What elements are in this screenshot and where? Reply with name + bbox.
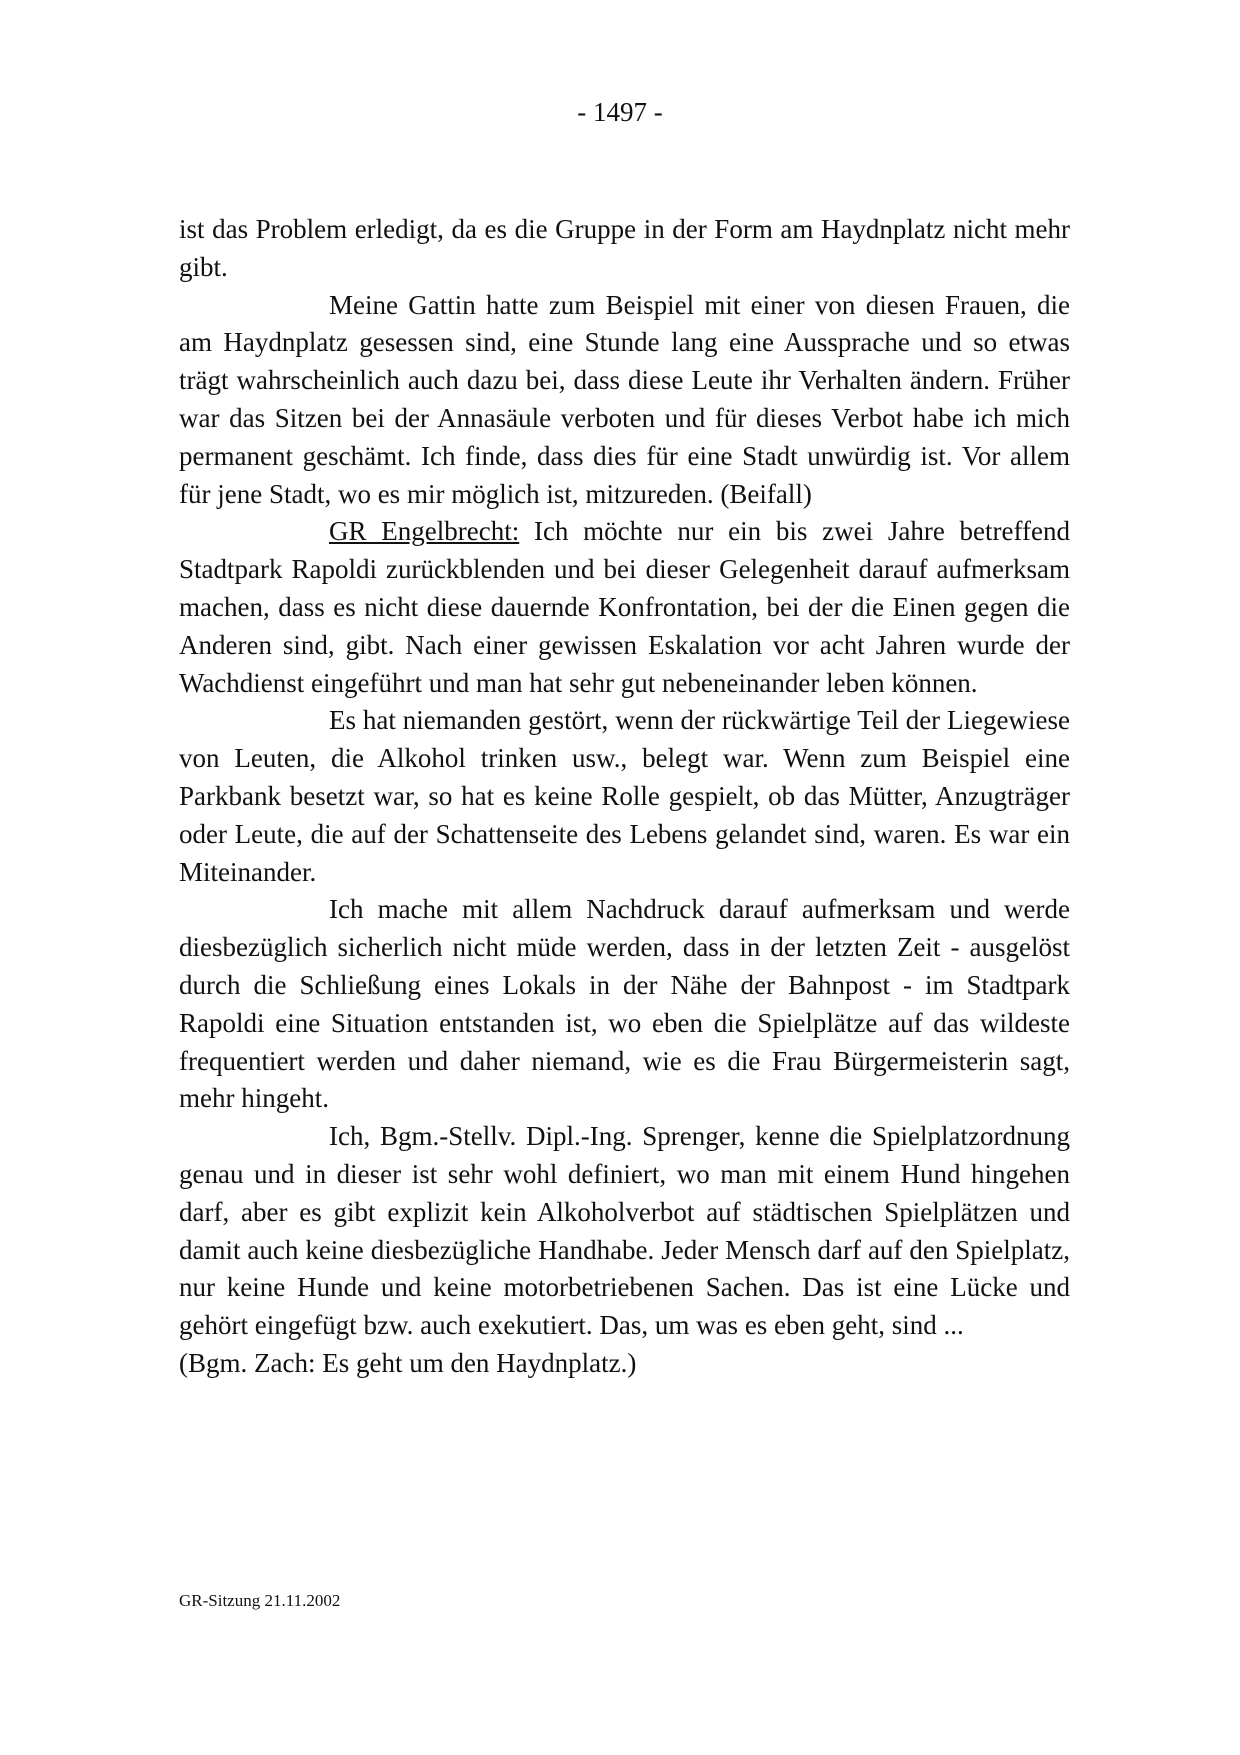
- footer-session-date: GR-Sitzung 21.11.2002: [179, 1591, 341, 1610]
- paragraph-nachdruck: Ich mache mit allem Nachdruck darauf aufmerksam und werde diesbezüglich sicherlich nicht müde werden, dass in der letzten Zeit - ausgelöst durch die Schließung eines Lokals in der Nähe der Bahnpost - im Stadtpark Rapoldi eine Situation entstanden ist, wo eben die Spielplätze auf das wildeste frequentiert werden und daher niemand, wie es die Frau Bürgermeisterin sagt, mehr hingeht.: [179, 894, 1070, 1114]
- document-body: [179, 211, 1070, 1383]
- page-number: - 1497 -: [577, 97, 663, 127]
- paragraph-gattin: Meine Gattin hatte zum Beispiel mit einer von diesen Frauen, die am Haydnplatz gesessen sind, eine Stunde lang eine Aussprache und so etwas trägt wahrscheinlich auch dazu bei, dass diese Leute ihr Verhalten ändern. Früher war das Sitzen bei der Annasäule verboten und für dieses Verbot habe ich mich permanent geschämt. Ich finde, dass dies für eine Stadt unwürdig ist. Vor allem für jene Stadt, wo es mir möglich ist, mitzureden. (Beifall): [179, 289, 1070, 509]
- paragraph-continuation: ist das Problem erledigt, da es die Gruppe in der Form am Haydnplatz nicht mehr gibt.: [179, 214, 1070, 282]
- paragraph-interjection: (Bgm. Zach: Es geht um den Haydnplatz.): [179, 1347, 637, 1378]
- speech-text: Ich möchte nur ein bis zwei Jahre betreffend Stadtpark Rapoldi zurückblenden und bei dieser Gelegenheit darauf aufmerksam machen, dass es nicht diese dauernde Konfrontation, bei der die Einen gegen die Anderen sind, gibt. Nach einer gewissen Eskalation vor acht Jahren wurde der Wachdienst eingeführt und man hat sehr gut nebeneinander leben können.: [179, 516, 1070, 698]
- paragraph-engelbrecht: [179, 513, 1070, 702]
- speaker-label: GR Engelbrecht:: [329, 516, 520, 547]
- paragraph-spielplatzordnung: Ich, Bgm.-Stellv. Dipl.-Ing. Sprenger, kenne die Spielplatzordnung genau und in dieser ist sehr wohl definiert, wo man mit einem Hund hingehen darf, aber es gibt explizit kein Alkoholverbot auf städtischen Spielplätzen und damit auch keine diesbezügliche Handhabe. Jeder Mensch darf auf den Spielplatz, nur keine Hunde und keine motorbetriebenen Sachen. Das ist eine Lücke und gehört eingefügt bzw. auch exekutiert. Das, um was es eben geht, sind ...: [179, 1121, 1070, 1341]
- paragraph-liegewiese: Es hat niemanden gestört, wenn der rückwärtige Teil der Liegewiese von Leuten, die Alkohol trinken usw., belegt war. Wenn zum Beispiel eine Parkbank besetzt war, so hat es keine Rolle gespielt, ob das Mütter, Anzugträger oder Leute, die auf der Schattenseite des Lebens gelandet sind, waren. Es war ein Miteinander.: [179, 705, 1070, 887]
